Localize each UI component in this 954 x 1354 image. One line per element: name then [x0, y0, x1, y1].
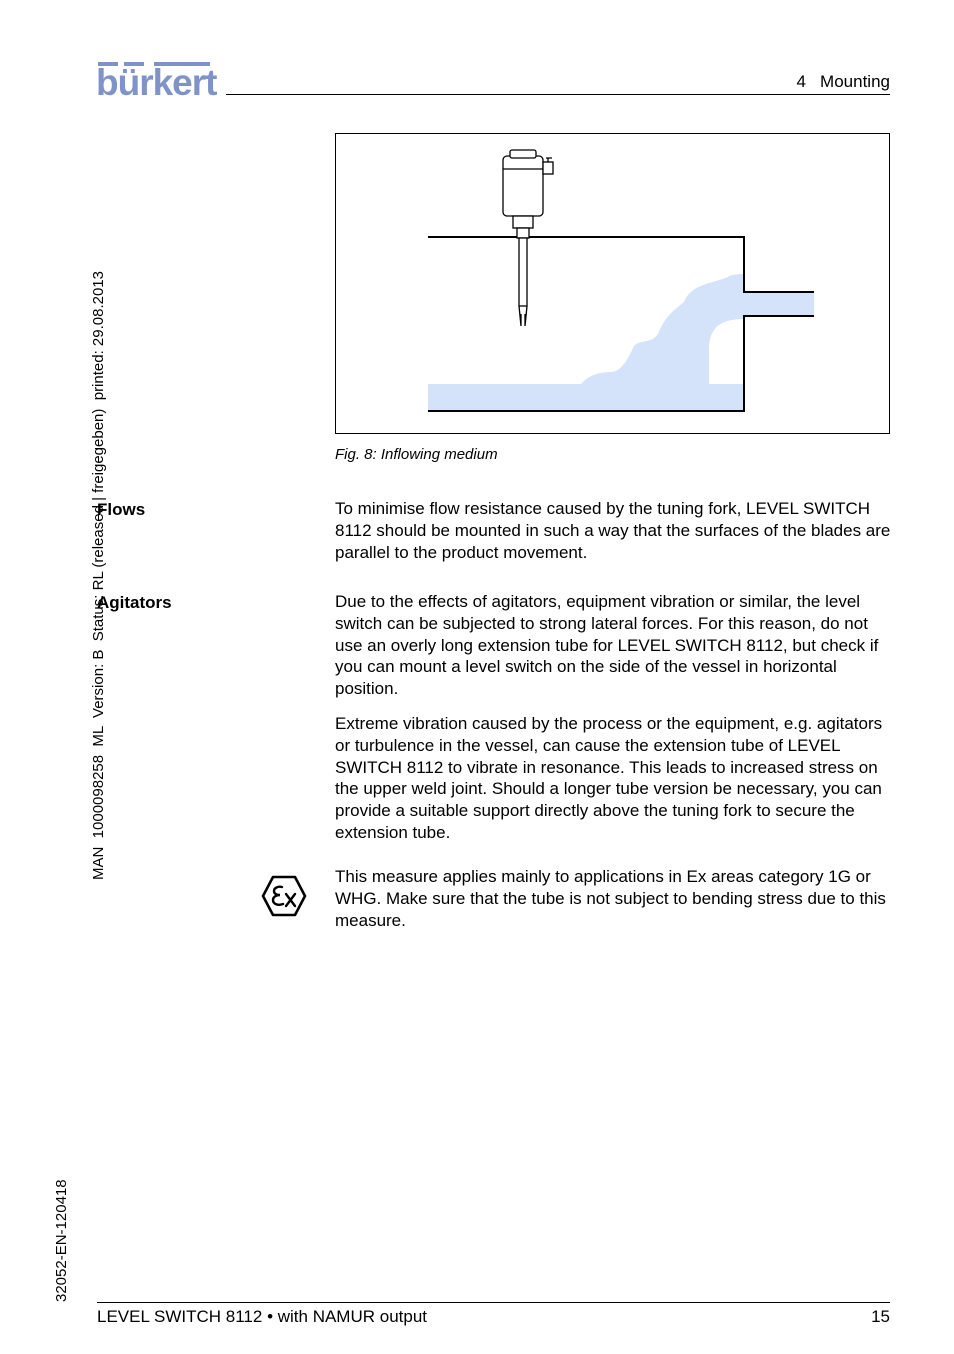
header-rule	[226, 94, 890, 95]
inflow-stream	[744, 292, 814, 316]
logo-text: bürkert	[96, 62, 217, 103]
agitators-paragraph-1: Due to the effects of agitators, equipment vibration or similar, the level switch can be subjected to strong lateral forces. For this reason, do not use an overly long extension tube for LEVEL SWITCH 8112, but check if you can mount a level switch on the side of the vessel in horizontal position.	[335, 592, 879, 699]
ex-note-paragraph: This measure applies mainly to applications in Ex areas category 1G or WHG. Make sure that the tube is not subject to bending stress due to this measure.	[335, 867, 886, 930]
medium-fill	[428, 274, 744, 411]
figure-caption: Fig. 8: Inflowing medium	[335, 446, 498, 463]
agitators-paragraph-2: Extreme vibration caused by the process or the equipment, e.g. agitators or turbulence in the vessel, can cause the extension tube of LEVEL SWITCH 8112 to vibrate in resonance. This leads to increased stress on the upper weld joint. Should a longer tube version be necessary, you can provide a suitable support directly above the tuning fork to secure the extension tube.	[335, 714, 883, 842]
footer-rule	[97, 1302, 890, 1303]
heading-agitators: Agitators	[97, 593, 172, 612]
burkert-logo	[96, 62, 217, 103]
vessel-diagram	[336, 134, 889, 433]
figure-inflowing-medium	[335, 133, 890, 434]
side-version-info: MAN 1000098258 ML Version: B Status: RL (released | freigegeben) printed: 29.08.2013	[90, 271, 107, 880]
header-section-title: 4 Mounting	[796, 72, 890, 91]
footer-title: LEVEL SWITCH 8112 • with NAMUR output	[97, 1307, 428, 1326]
page-number: 15	[871, 1307, 890, 1326]
side-doc-number: 32052-EN-120418	[53, 1179, 70, 1302]
flows-paragraph: To minimise flow resistance caused by the tuning fork, LEVEL SWITCH 8112 should be mounted in such a way that the surfaces of the blades are parallel to the product movement.	[335, 499, 891, 562]
ex-atex-icon	[261, 875, 307, 917]
heading-flows: Flows	[97, 500, 146, 519]
